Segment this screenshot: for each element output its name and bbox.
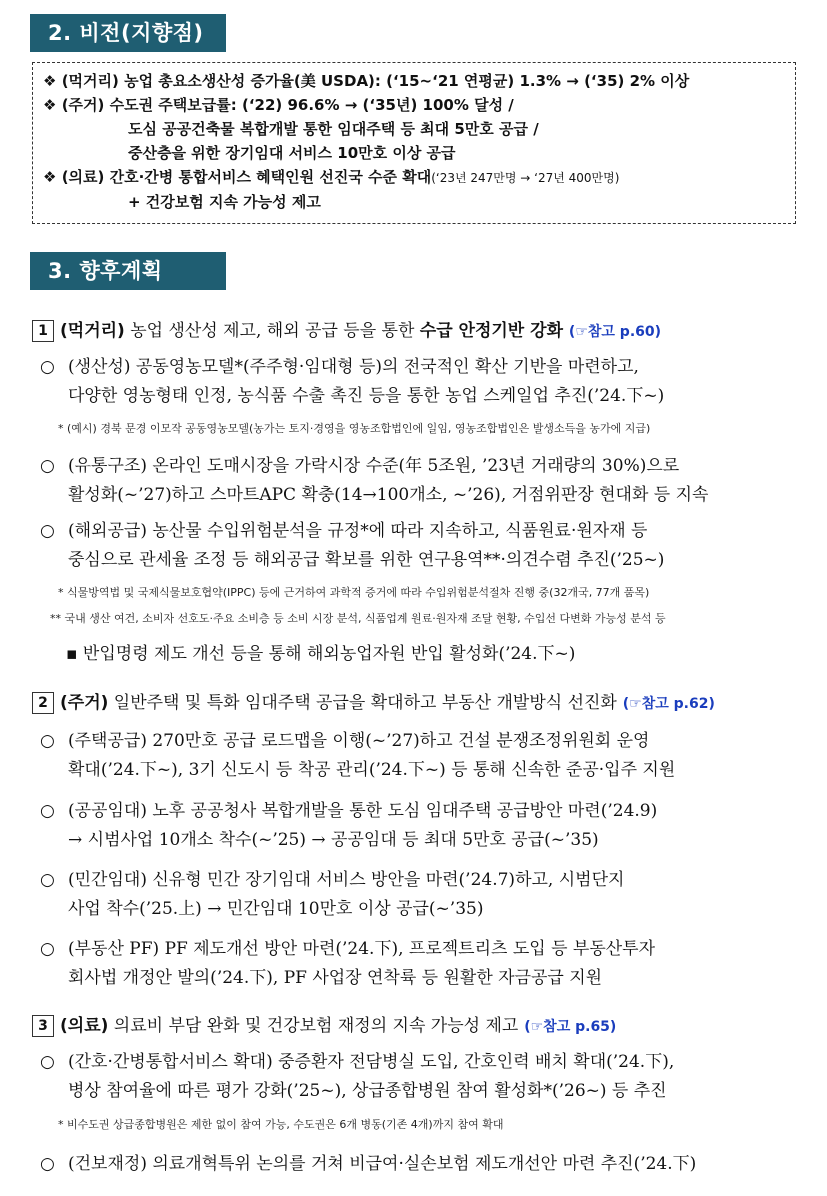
vision-line-housing — [43, 93, 785, 117]
line-text: 병상 참여율에 따른 평가 강화(’25~), 상급종합병원 참여 활성화*(’26~) 등 추진 — [68, 1081, 667, 1101]
list-item-cont — [68, 1077, 827, 1105]
list-item: ○ (민간임대) 신유형 민간 장기임대 서비스 방안을 마련(’24.7)하고, 시범단지 — [40, 870, 625, 890]
plan-text: 일반주택 및 특화 임대주택 공급을 확대하고 부동산 개발방식 선진화 — [108, 693, 617, 713]
diamond-bullet-icon: ❖ — [43, 96, 57, 114]
plan-label: (주거) — [60, 693, 109, 713]
line-text: → 시범사업 10개소 착수(~’25) → 공공임대 등 최대 5만호 공급(~’35) — [68, 830, 599, 850]
vision-line-medical-2: + 건강보험 지속 가능성 제고 — [128, 193, 321, 211]
footnote: ** 국내 생산 여건, 소비자 선호도·주요 소비층 등 소비 시장 분석, 식품업계 원료·원자재 조달 현황, 수입선 다변화 가능성 분석 등 — [50, 612, 666, 625]
vision-text: (의료) 간호·간병 통합서비스 혜택인원 선진국 수준 확대 — [61, 168, 432, 186]
list-item-cont — [68, 826, 827, 854]
list-item: ○ (공공임대) 노후 공공청사 복합개발을 통한 도심 임대주택 공급방안 마련(’24.9) — [40, 801, 658, 821]
plan-text: 농업 생산성 제고, 해외 공급 등을 통한 — [124, 321, 420, 341]
vision-box — [32, 62, 796, 224]
line-text: 사업 착수(’25.上) → 민간임대 10만호 이상 공급(~’35) — [68, 899, 484, 919]
plan-number-box: 2 — [32, 692, 54, 714]
plan-label: (의료) — [60, 1016, 109, 1036]
plan-number-box: 1 — [32, 320, 54, 342]
section-2-header: 2. 비전(지향점) — [30, 14, 226, 52]
plan-bold: 수급 안정기반 강화 — [419, 321, 563, 341]
footnote: * 비수도권 상급종합병원은 제한 없이 참여 가능, 수도권은 6개 병동(기존 4개)까지 참여 확대 — [58, 1118, 504, 1131]
footnote: * (예시) 경북 문경 이모작 공동영농모델(농가는 토지·경영을 영농조합법인에 일임, 영농조합법인은 발생소득을 농가에 지급) — [58, 422, 651, 435]
line-text: (해외공급) 농산물 수입위험분석을 규정*에 따라 지속하고, 식품원료·원자재 등 — [68, 521, 648, 541]
diamond-bullet-icon: ❖ — [43, 168, 57, 186]
line-text: (생산성) 공동영농모델*(주주형·임대형 등)의 전국적인 확산 기반을 마련하고, — [68, 357, 639, 377]
line-text: (간호·간병통합서비스 확대) 중증환자 전담병실 도입, 간호인력 배치 확대(’24.下), — [68, 1052, 675, 1072]
plan-3-title — [32, 1011, 827, 1037]
list-item: ○ (생산성) 공동영농모델*(주주형·임대형 등)의 전국적인 확산 기반을 마련하고, — [40, 357, 639, 377]
list-item: ○ (유통구조) 온라인 도매시장을 가락시장 수준(年 5조원, ’23년 거래량의 30%)으로 — [40, 456, 680, 476]
line-text: 확대(’24.下~), 3기 신도시 등 착공 관리(’24.下~) 등 통해 신속한 준공·입주 지원 — [68, 760, 676, 780]
reference-link[interactable]: (☞참고 p.65) — [524, 1019, 617, 1035]
line-text: 활성화(~’27)하고 스마트APC 확충(14→100개소, ~’26), 거점위판장 현대화 등 지속 — [68, 485, 709, 505]
line-text: (유통구조) 온라인 도매시장을 가락시장 수준(年 5조원, ’23년 거래량의 30%)으로 — [68, 456, 680, 476]
reference-link[interactable]: (☞참고 p.60) — [568, 324, 662, 340]
line-text: (민간임대) 신유형 민간 장기임대 서비스 방안을 마련(’24.7)하고, 시범단지 — [68, 870, 625, 890]
line-text: (주택공급) 270만호 공급 로드맵을 이행(~’27)하고 건설 분쟁조정위원회 운영 — [68, 731, 650, 751]
plan-label: (먹거리) — [60, 321, 125, 341]
vision-line-medical — [43, 165, 785, 190]
list-item-cont — [68, 481, 827, 509]
line-text: (부동산 PF) PF 제도개선 방안 마련(’24.下), 프로젝트리츠 도입 등 부동산투자 — [68, 939, 656, 959]
list-item — [66, 640, 827, 668]
list-item: ○ (해외공급) 농산물 수입위험분석을 규정*에 따라 지속하고, 식품원료·원자재 등 — [40, 521, 648, 541]
line-text: ▪ 반입명령 제도 개선 등을 통해 해외농업자원 반입 활성화(’24.下~) — [66, 644, 576, 664]
list-item: ○ (부동산 PF) PF 제도개선 방안 마련(’24.下), 프로젝트리츠 도입 등 부동산투자 — [40, 939, 656, 959]
list-item: ○ (주택공급) 270만호 공급 로드맵을 이행(~’27)하고 건설 분쟁조정위원회 운영 — [40, 731, 650, 751]
section-3-header: 3. 향후계획 — [30, 252, 226, 290]
line-text: (건보재정) 의료개혁특위 논의를 거쳐 비급여·실손보험 제도개선안 마련 추진(’24.下) — [68, 1154, 697, 1174]
vision-line-housing-3: 중산층을 위한 장기임대 서비스 10만호 이상 공급 — [128, 144, 456, 162]
reference-link[interactable]: (☞참고 p.62) — [622, 696, 715, 712]
list-item: ○ (간호·간병통합서비스 확대) 중증환자 전담병실 도입, 간호인력 배치 확대(’24.下), — [40, 1052, 675, 1072]
footnote: * 식물방역법 및 국제식물보호협약(IPPC) 등에 근거하여 과학적 증거에 따라 수입위험분석절차 진행 중(32개국, 77개 품목) — [58, 586, 650, 599]
vision-line-housing-2: 도심 공공건축물 복합개발 통한 임대주택 등 최대 5만호 공급 / — [128, 120, 539, 138]
list-item-cont — [68, 756, 827, 784]
line-text: 회사법 개정안 발의(’24.下), PF 사업장 연착륙 등 원활한 자금공급 지원 — [68, 968, 603, 988]
line-text: 다양한 영농형태 인정, 농식품 수출 촉진 등을 통한 농업 스케일업 추진(’24.下~) — [68, 386, 665, 406]
plan-2-title — [32, 688, 827, 714]
plan-1-title — [32, 316, 827, 342]
line-text: (공공임대) 노후 공공청사 복합개발을 통한 도심 임대주택 공급방안 마련(’24.9) — [68, 801, 658, 821]
list-item-cont — [68, 964, 827, 992]
vision-text: (먹거리) 농업 총요소생산성 증가율(美 USDA): (‘15~‘21 연평균) 1.3% → (‘35) 2% 이상 — [61, 72, 690, 90]
list-item-cont — [68, 895, 827, 923]
vision-text: (주거) 수도권 주택보급률: (‘22) 96.6% → (‘35년) 100% 달성 / — [61, 96, 514, 114]
line-text: 중심으로 관세율 조정 등 해외공급 확보를 위한 연구용역**·의견수렴 추진(’25~) — [68, 550, 665, 570]
diamond-bullet-icon: ❖ — [43, 72, 57, 90]
plan-number-box: 3 — [32, 1015, 54, 1037]
list-item-cont — [68, 546, 827, 574]
list-item-cont — [68, 382, 827, 410]
plan-text: 의료비 부담 완화 및 건강보험 재정의 지속 가능성 제고 — [108, 1016, 519, 1036]
list-item: ○ (건보재정) 의료개혁특위 논의를 거쳐 비급여·실손보험 제도개선안 마련 추진(’24.下) — [40, 1154, 697, 1174]
vision-line-food — [43, 69, 785, 93]
vision-small-text: (‘23년 247만명 → ‘27년 400만명) — [431, 171, 620, 185]
